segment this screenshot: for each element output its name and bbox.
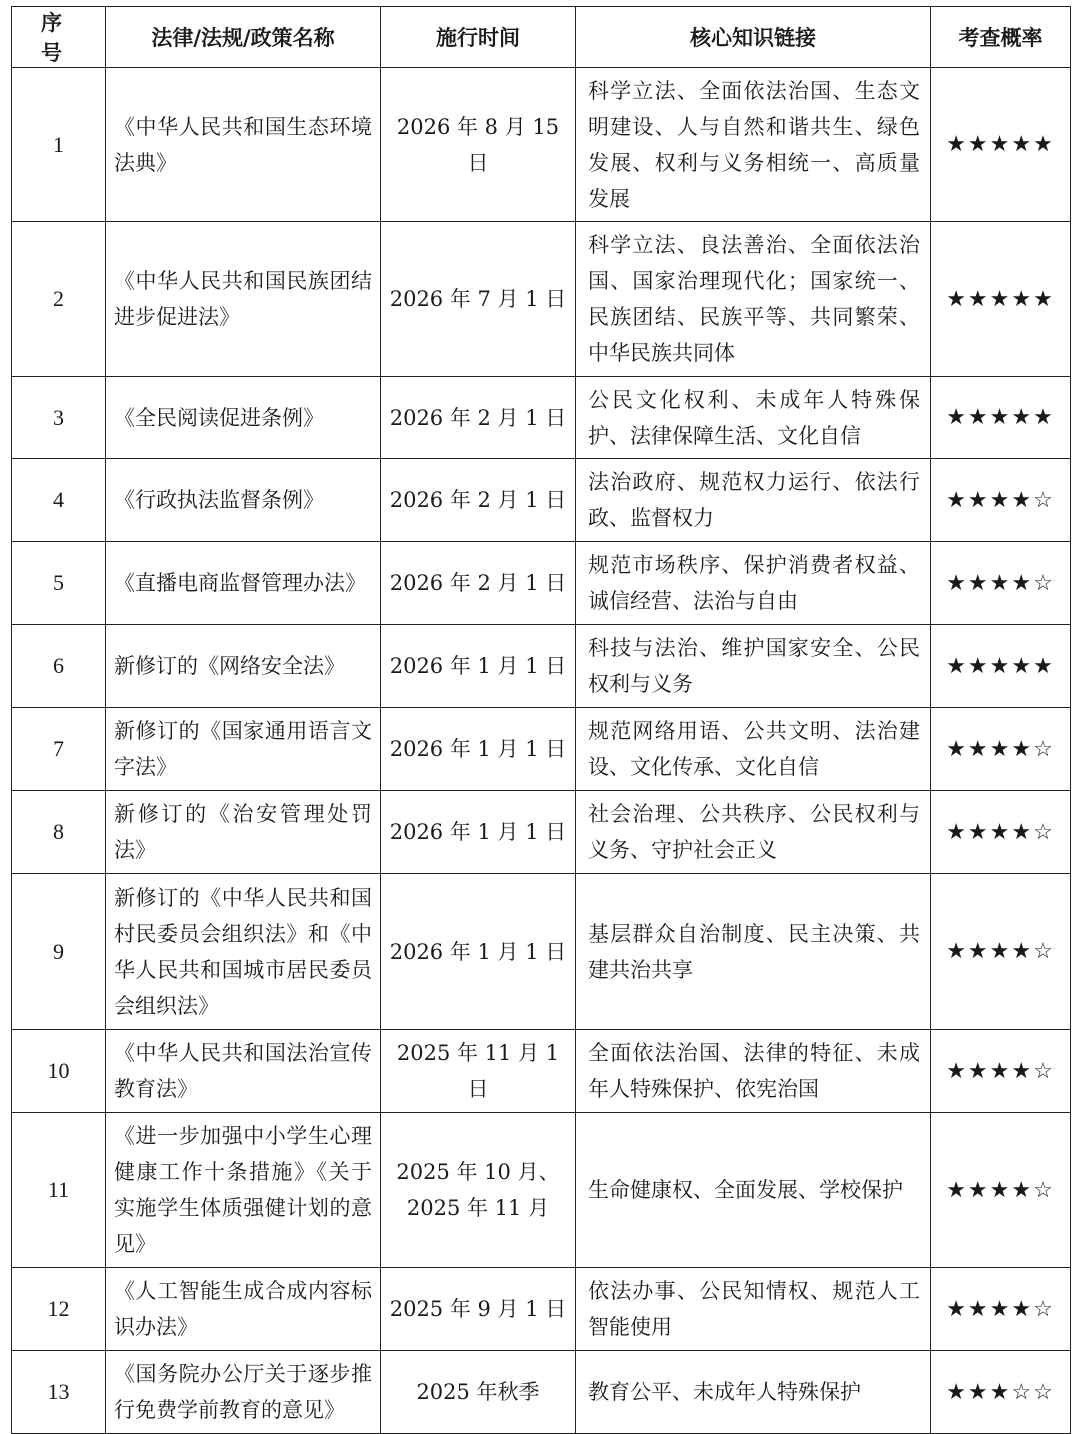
exam-probability-rating: ★★★★★: [931, 377, 1071, 459]
table-row: [12, 222, 1071, 377]
table-row: [12, 542, 1071, 625]
knowledge-links: 公民文化权利、未成年人特殊保护、法律保障生活、文化自信: [576, 377, 931, 459]
policy-name: 《中华人民共和国法治宣传教育法》: [106, 1030, 381, 1113]
knowledge-links: 生命健康权、全面发展、学校保护: [576, 1113, 931, 1268]
knowledge-links: 全面依法治国、法律的特征、未成年人特殊保护、依宪治国: [576, 1030, 931, 1113]
row-number: 5: [12, 542, 106, 625]
exam-probability-rating: ★★★★☆: [931, 542, 1071, 625]
effective-date: 2026 年 1 月 1 日: [381, 791, 576, 874]
row-number: 13: [12, 1351, 106, 1434]
table-row: [12, 1030, 1071, 1113]
exam-probability-rating: ★★★★★: [931, 625, 1071, 708]
header-name: 法律/法规/政策名称: [106, 7, 381, 68]
exam-probability-rating: ★★★★☆: [931, 1030, 1071, 1113]
effective-date: 2026 年 2 月 1 日: [381, 377, 576, 459]
exam-probability-rating: ★★★★★: [931, 68, 1071, 222]
row-number: 11: [12, 1113, 106, 1268]
row-number: 8: [12, 791, 106, 874]
effective-date: 2026 年 2 月 1 日: [381, 542, 576, 625]
effective-date: 2026 年 1 月 1 日: [381, 874, 576, 1030]
row-number: 3: [12, 377, 106, 459]
table-row: [12, 1113, 1071, 1268]
exam-probability-rating: ★★★☆☆: [931, 1351, 1071, 1434]
row-number: 2: [12, 222, 106, 377]
policy-name: 新修订的《国家通用语言文字法》: [106, 708, 381, 791]
table-row: [12, 1268, 1071, 1351]
knowledge-links: 科学立法、良法善治、全面依法治国、国家治理现代化；国家统一、民族团结、民族平等、共同繁荣、中华民族共同体: [576, 222, 931, 377]
effective-date: 2025 年 10 月、2025 年 11 月: [381, 1113, 576, 1268]
effective-date: 2026 年 8 月 15 日: [381, 68, 576, 222]
effective-date: 2026 年 2 月 1 日: [381, 459, 576, 542]
knowledge-links: 科技与法治、维护国家安全、公民权利与义务: [576, 625, 931, 708]
exam-probability-rating: ★★★★☆: [931, 1268, 1071, 1351]
exam-probability-rating: ★★★★★: [931, 222, 1071, 377]
policy-name: 《全民阅读促进条例》: [106, 377, 381, 459]
knowledge-links: 法治政府、规范权力运行、依法行政、监督权力: [576, 459, 931, 542]
header-knowledge: 核心知识链接: [576, 7, 931, 68]
effective-date: 2026 年 7 月 1 日: [381, 222, 576, 377]
effective-date: 2025 年 11 月 1 日: [381, 1030, 576, 1113]
knowledge-links: 教育公平、未成年人特殊保护: [576, 1351, 931, 1434]
knowledge-links: 规范市场秩序、保护消费者权益、诚信经营、法治与自由: [576, 542, 931, 625]
exam-probability-rating: ★★★★☆: [931, 459, 1071, 542]
policy-name: 《行政执法监督条例》: [106, 459, 381, 542]
row-number: 6: [12, 625, 106, 708]
effective-date: 2025 年 9 月 1 日: [381, 1268, 576, 1351]
policy-name: 《直播电商监督管理办法》: [106, 542, 381, 625]
row-number: 12: [12, 1268, 106, 1351]
row-number: 10: [12, 1030, 106, 1113]
table-body: [12, 68, 1071, 1434]
effective-date: 2026 年 1 月 1 日: [381, 708, 576, 791]
policy-name: 新修订的《中华人民共和国村民委员会组织法》和《中华人民共和国城市居民委员会组织法》: [106, 874, 381, 1030]
policy-name: 《国务院办公厅关于逐步推行免费学前教育的意见》: [106, 1351, 381, 1434]
header-date: 施行时间: [381, 7, 576, 68]
table-header-row: [12, 7, 1071, 68]
policy-name: 《中华人民共和国民族团结进步促进法》: [106, 222, 381, 377]
exam-probability-rating: ★★★★☆: [931, 874, 1071, 1030]
header-probability: 考查概率: [931, 7, 1071, 68]
header-number: 序 号: [12, 7, 106, 68]
knowledge-links: 科学立法、全面依法治国、生态文明建设、人与自然和谐共生、绿色发展、权利与义务相统一、高质量发展: [576, 68, 931, 222]
effective-date: 2025 年秋季: [381, 1351, 576, 1434]
table-row: [12, 791, 1071, 874]
table-row: [12, 874, 1071, 1030]
policy-name: 《中华人民共和国生态环境法典》: [106, 68, 381, 222]
exam-probability-rating: ★★★★☆: [931, 708, 1071, 791]
row-number: 7: [12, 708, 106, 791]
row-number: 9: [12, 874, 106, 1030]
knowledge-links: 规范网络用语、公共文明、法治建设、文化传承、文化自信: [576, 708, 931, 791]
knowledge-links: 基层群众自治制度、民主决策、共建共治共享: [576, 874, 931, 1030]
knowledge-links: 依法办事、公民知情权、规范人工智能使用: [576, 1268, 931, 1351]
table-row: [12, 459, 1071, 542]
table-row: [12, 68, 1071, 222]
policy-table: [11, 6, 1071, 1434]
exam-probability-rating: ★★★★☆: [931, 1113, 1071, 1268]
row-number: 4: [12, 459, 106, 542]
knowledge-links: 社会治理、公共秩序、公民权利与义务、守护社会正义: [576, 791, 931, 874]
exam-probability-rating: ★★★★☆: [931, 791, 1071, 874]
policy-name: 《进一步加强中小学生心理健康工作十条措施》《关于实施学生体质强健计划的意见》: [106, 1113, 381, 1268]
row-number: 1: [12, 68, 106, 222]
policy-name: 新修订的《治安管理处罚法》: [106, 791, 381, 874]
table-row: [12, 625, 1071, 708]
table-row: [12, 708, 1071, 791]
effective-date: 2026 年 1 月 1 日: [381, 625, 576, 708]
table-row: [12, 1351, 1071, 1434]
policy-name: 《人工智能生成合成内容标识办法》: [106, 1268, 381, 1351]
table-row: [12, 377, 1071, 459]
policy-name: 新修订的《网络安全法》: [106, 625, 381, 708]
